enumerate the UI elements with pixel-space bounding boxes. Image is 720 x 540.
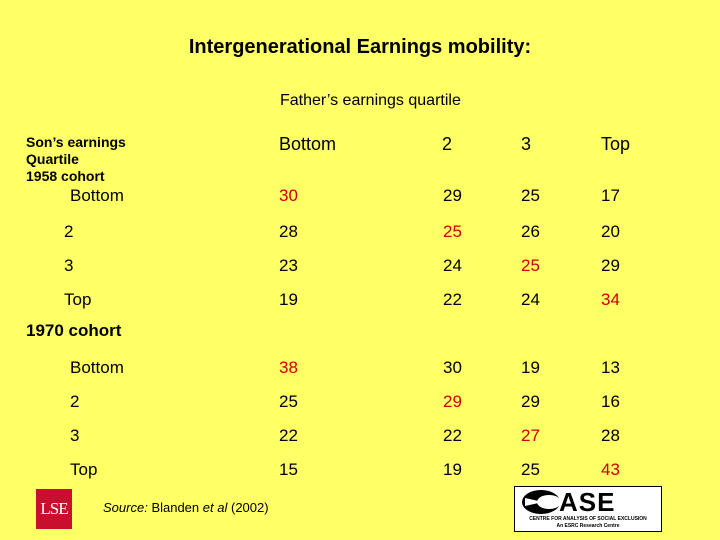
son-header-line: Quartile (26, 151, 79, 167)
table-cell: 25 (521, 186, 540, 205)
row-label: 2 (64, 222, 74, 241)
column-header-3: 3 (521, 134, 532, 154)
case-logo-line2: An ESRC Research Centre (556, 523, 620, 529)
page-title: Intergenerational Earnings mobility: (188, 36, 532, 58)
source-prefix: Source: (103, 500, 148, 515)
son-quartile-header (26, 134, 166, 185)
table-cell: 19 (521, 358, 540, 377)
table-cell: 23 (279, 256, 298, 275)
table-cell: 19 (279, 290, 298, 309)
row-label: Bottom (70, 358, 124, 377)
table-cell: 24 (521, 290, 540, 309)
source-author: Blanden (151, 500, 200, 515)
table-cell-diagonal: 25 (443, 222, 462, 241)
column-header-bottom: Bottom (279, 134, 337, 154)
table-cell-diagonal: 43 (601, 460, 620, 479)
table-cell: 28 (601, 426, 620, 445)
table-cell: 28 (279, 222, 298, 241)
son-header-line: 1958 cohort (26, 168, 105, 184)
table-cell-diagonal: 34 (601, 290, 620, 309)
row-label: Top (70, 460, 98, 479)
cohort-1970-label: 1970 cohort (26, 321, 122, 340)
table-cell: 29 (521, 392, 540, 411)
lse-logo-text: LSE (40, 499, 68, 518)
column-header-top: Top (601, 134, 631, 154)
row-label: Bottom (70, 186, 124, 205)
table-cell: 19 (443, 460, 462, 479)
source-year: (2002) (230, 500, 269, 515)
son-header-line: Son’s earnings (26, 134, 126, 150)
table-cell-diagonal: 29 (443, 392, 462, 411)
table-cell-diagonal: 27 (521, 426, 540, 445)
case-logo (514, 486, 662, 532)
row-label: 2 (70, 392, 80, 411)
table-cell: 22 (443, 426, 462, 445)
table-cell: 16 (601, 392, 620, 411)
table-cell: 17 (601, 186, 620, 205)
row-label: 3 (70, 426, 80, 445)
table-cell: 29 (443, 186, 462, 205)
table-cell: 25 (521, 460, 540, 479)
table-cell: 20 (601, 222, 620, 241)
table-cell: 29 (601, 256, 620, 275)
case-logo-word: ASE (559, 487, 616, 517)
table-cell: 25 (279, 392, 298, 411)
table-cell: 22 (443, 290, 462, 309)
case-logo-line1: CENTRE FOR ANALYSIS OF SOCIAL EXCLUSION (529, 516, 647, 522)
lse-logo (36, 489, 72, 529)
column-header-2: 2 (442, 134, 453, 154)
father-quartile-header: Father’s earnings quartile (280, 92, 461, 109)
source-note (103, 500, 269, 515)
table-cell-diagonal: 25 (521, 256, 540, 275)
row-label: Top (64, 290, 92, 309)
row-label: 3 (64, 256, 74, 275)
table-cell: 24 (443, 256, 462, 275)
table-cell-diagonal: 30 (279, 186, 298, 205)
source-et-al: et al (202, 500, 228, 515)
table-cell-diagonal: 38 (279, 358, 298, 377)
table-cell: 22 (279, 426, 298, 445)
table-cell: 13 (601, 358, 620, 377)
table-cell: 15 (279, 460, 298, 479)
table-cell: 26 (521, 222, 540, 241)
table-cell: 30 (443, 358, 462, 377)
